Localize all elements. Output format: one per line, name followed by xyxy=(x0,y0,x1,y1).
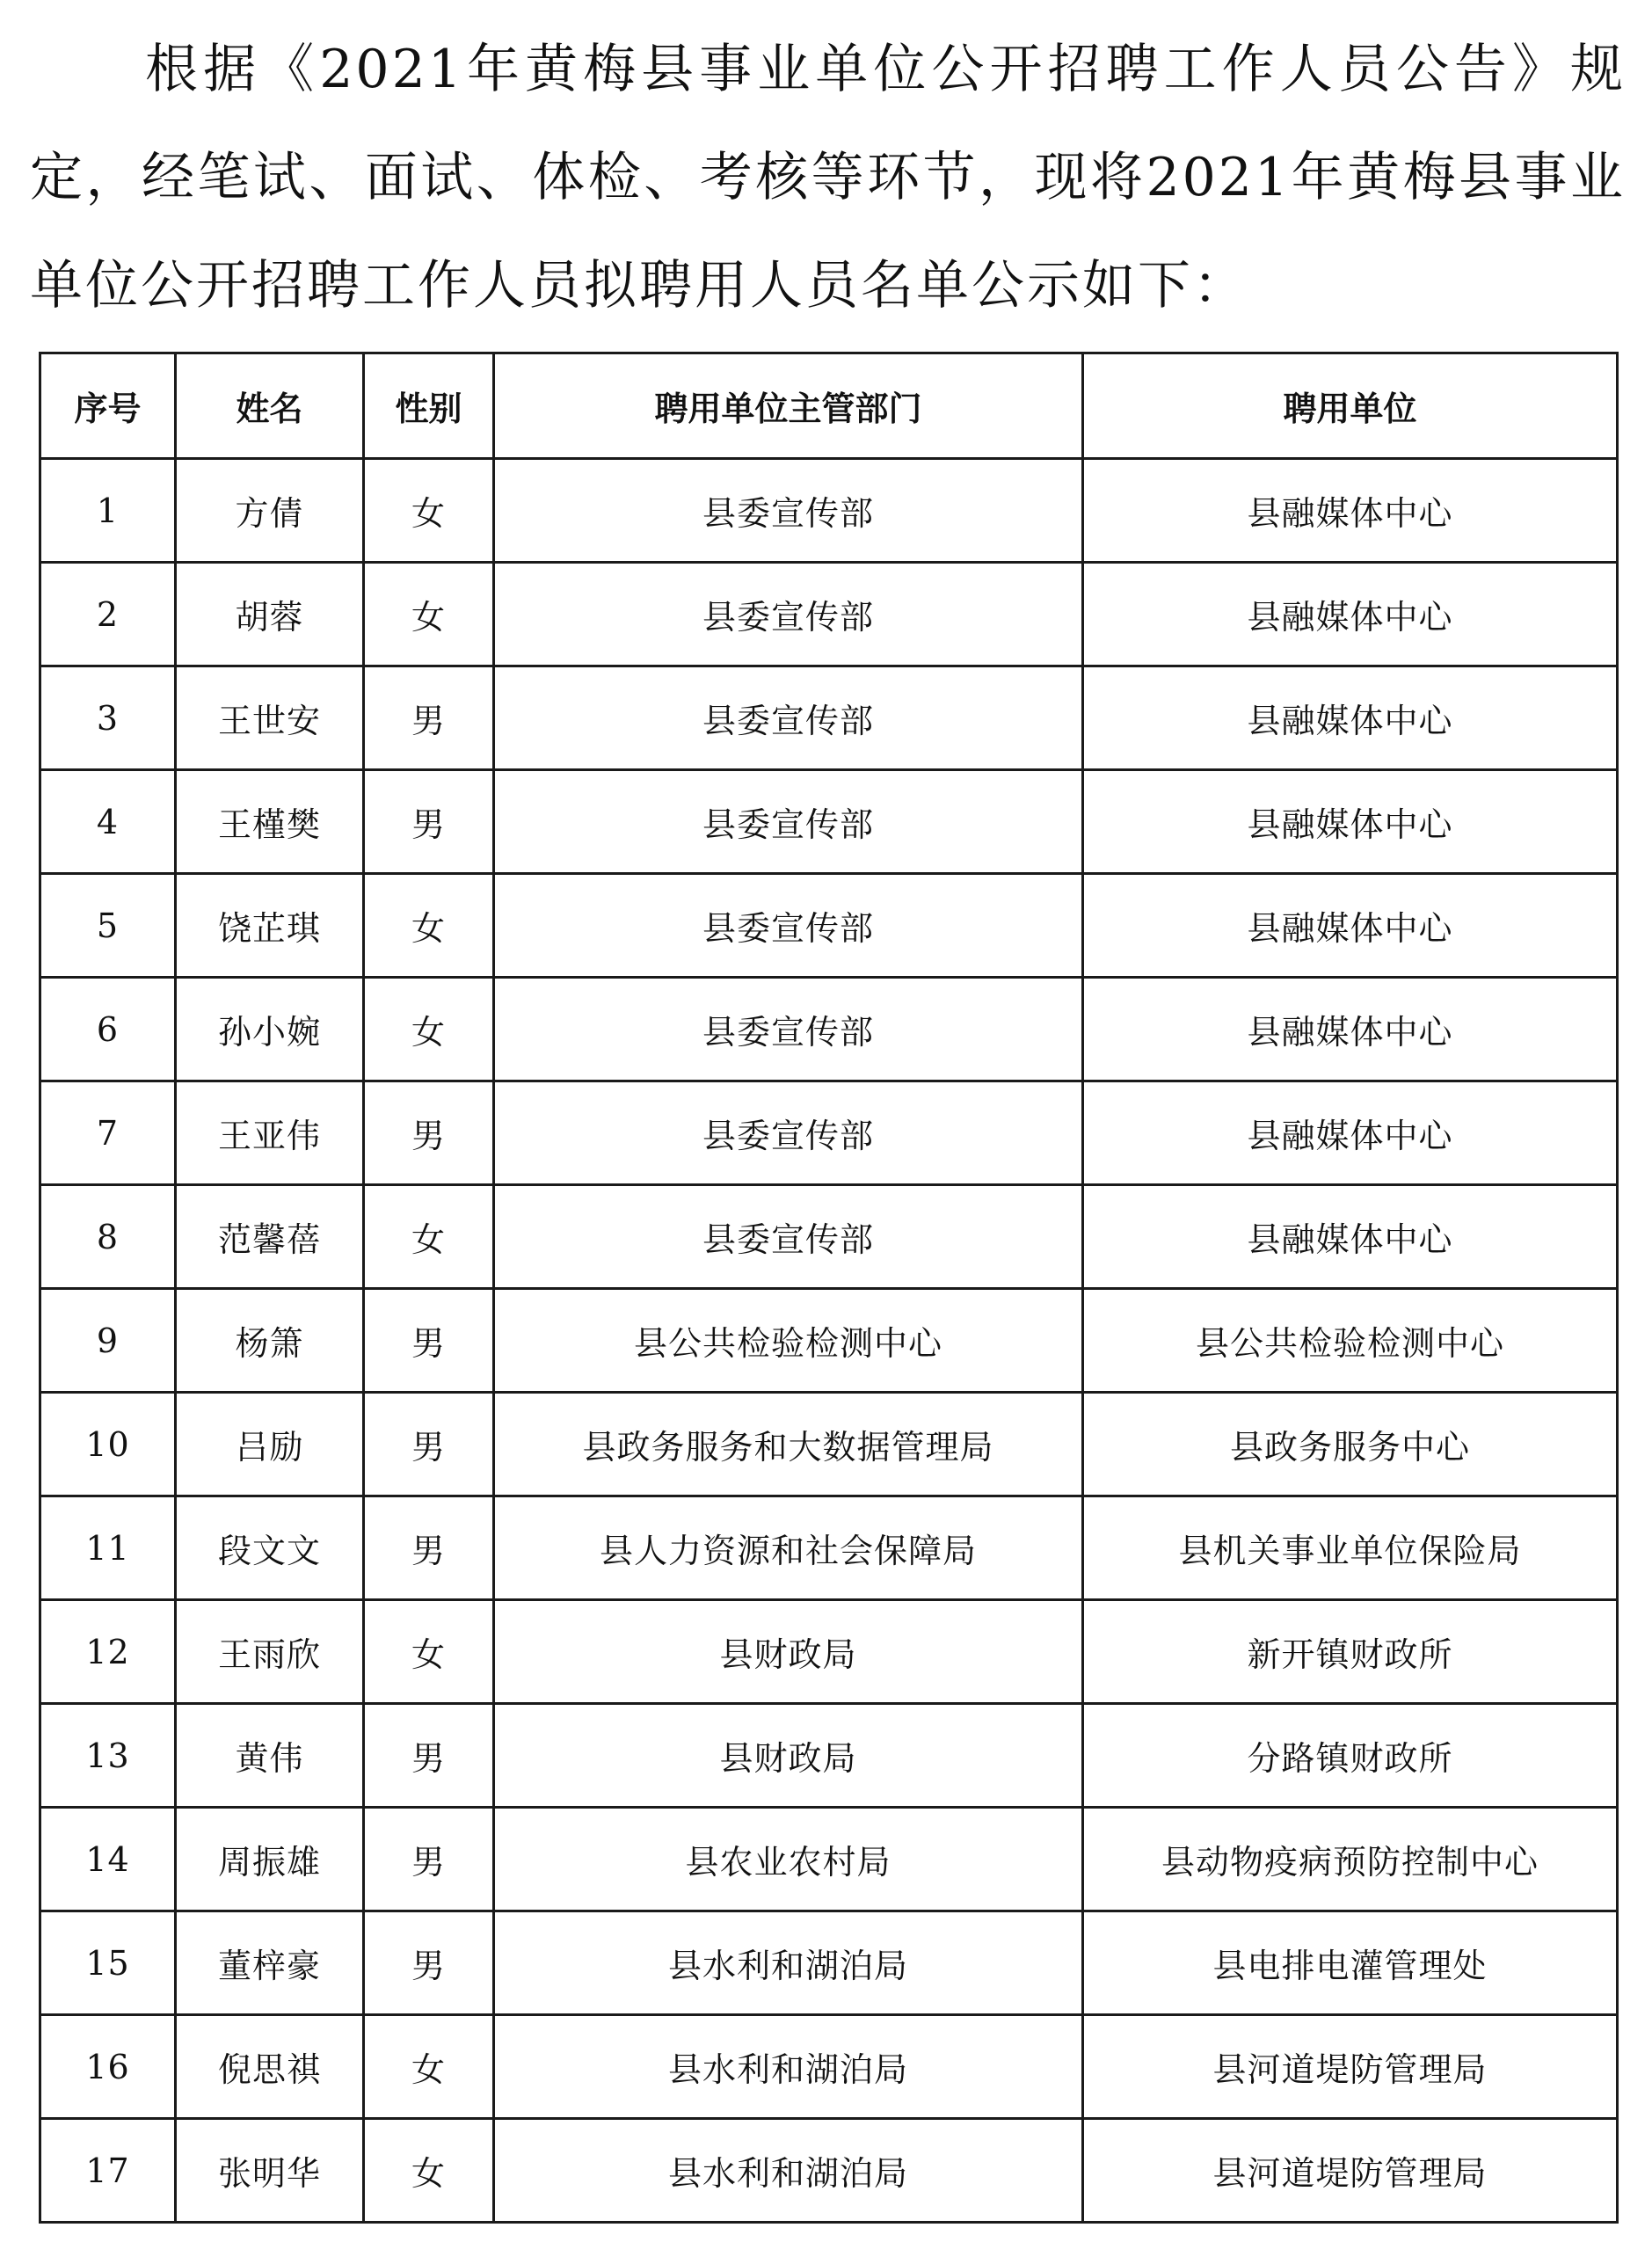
cell-dept: 县水利和湖泊局 xyxy=(494,2119,1083,2223)
table-row xyxy=(40,1600,1618,1704)
cell-gender: 女 xyxy=(364,563,494,666)
cell-no: 7 xyxy=(40,1081,176,1185)
cell-dept: 县财政局 xyxy=(494,1600,1083,1704)
cell-gender: 男 xyxy=(364,1081,494,1185)
table-row xyxy=(40,1185,1618,1289)
cell-unit: 县融媒体中心 xyxy=(1083,978,1618,1081)
cell-name: 黄伟 xyxy=(176,1704,364,1808)
cell-unit: 县河道堤防管理局 xyxy=(1083,2119,1618,2223)
cell-dept: 县委宣传部 xyxy=(494,978,1083,1081)
table-row xyxy=(40,1393,1618,1496)
cell-no: 15 xyxy=(40,1911,176,2015)
cell-dept: 县委宣传部 xyxy=(494,1185,1083,1289)
cell-dept: 县政务服务和大数据管理局 xyxy=(494,1393,1083,1496)
table-row xyxy=(40,978,1618,1081)
cell-dept: 县水利和湖泊局 xyxy=(494,1911,1083,2015)
table-row xyxy=(40,2015,1618,2119)
cell-name: 范馨蓓 xyxy=(176,1185,364,1289)
cell-name: 段文文 xyxy=(176,1496,364,1600)
table-row xyxy=(40,2119,1618,2223)
table-row xyxy=(40,459,1618,563)
cell-dept: 县委宣传部 xyxy=(494,563,1083,666)
cell-no: 12 xyxy=(40,1600,176,1704)
cell-gender: 女 xyxy=(364,1600,494,1704)
cell-name: 张明华 xyxy=(176,2119,364,2223)
cell-unit: 分路镇财政所 xyxy=(1083,1704,1618,1808)
cell-no: 2 xyxy=(40,563,176,666)
table-row xyxy=(40,666,1618,770)
cell-name: 胡蓉 xyxy=(176,563,364,666)
notice-paragraph xyxy=(30,16,1626,340)
cell-no: 8 xyxy=(40,1185,176,1289)
cell-unit: 县融媒体中心 xyxy=(1083,874,1618,978)
cell-gender: 男 xyxy=(364,1496,494,1600)
cell-dept: 县委宣传部 xyxy=(494,770,1083,874)
notice-text: 根据《2021年黄梅县事业单位公开招聘工作人员公告》规定，经笔试、面试、体检、考核等环节，现将2021年黄梅县事业单位公开招聘工作人员拟聘用人员名单公示如下： xyxy=(30,39,1626,317)
cell-no: 13 xyxy=(40,1704,176,1808)
cell-dept: 县公共检验检测中心 xyxy=(494,1289,1083,1393)
cell-no: 10 xyxy=(40,1393,176,1496)
cell-no: 9 xyxy=(40,1289,176,1393)
cell-name: 王世安 xyxy=(176,666,364,770)
cell-unit: 县电排电灌管理处 xyxy=(1083,1911,1618,2015)
cell-gender: 男 xyxy=(364,1911,494,2015)
table-row xyxy=(40,1496,1618,1600)
table-row xyxy=(40,1911,1618,2015)
cell-dept: 县委宣传部 xyxy=(494,1081,1083,1185)
cell-name: 杨箫 xyxy=(176,1289,364,1393)
cell-name: 方倩 xyxy=(176,459,364,563)
cell-dept: 县委宣传部 xyxy=(494,666,1083,770)
table-body xyxy=(40,459,1618,2223)
cell-gender: 男 xyxy=(364,1289,494,1393)
table-row xyxy=(40,1289,1618,1393)
cell-gender: 男 xyxy=(364,1393,494,1496)
cell-gender: 男 xyxy=(364,1808,494,1911)
table-row xyxy=(40,1704,1618,1808)
table-row xyxy=(40,1081,1618,1185)
cell-unit: 新开镇财政所 xyxy=(1083,1600,1618,1704)
header-no: 序号 xyxy=(40,353,176,459)
cell-unit: 县融媒体中心 xyxy=(1083,1185,1618,1289)
header-dept: 聘用单位主管部门 xyxy=(494,353,1083,459)
cell-gender: 女 xyxy=(364,874,494,978)
cell-name: 周振雄 xyxy=(176,1808,364,1911)
cell-name: 倪思祺 xyxy=(176,2015,364,2119)
cell-dept: 县委宣传部 xyxy=(494,459,1083,563)
cell-no: 6 xyxy=(40,978,176,1081)
table-row xyxy=(40,874,1618,978)
cell-no: 14 xyxy=(40,1808,176,1911)
table-header-row xyxy=(40,353,1618,459)
cell-no: 5 xyxy=(40,874,176,978)
cell-no: 3 xyxy=(40,666,176,770)
cell-dept: 县财政局 xyxy=(494,1704,1083,1808)
cell-unit: 县公共检验检测中心 xyxy=(1083,1289,1618,1393)
cell-no: 4 xyxy=(40,770,176,874)
header-name: 姓名 xyxy=(176,353,364,459)
cell-unit: 县融媒体中心 xyxy=(1083,563,1618,666)
cell-gender: 女 xyxy=(364,2119,494,2223)
cell-gender: 女 xyxy=(364,459,494,563)
cell-unit: 县融媒体中心 xyxy=(1083,770,1618,874)
cell-name: 董梓豪 xyxy=(176,1911,364,2015)
cell-unit: 县动物疫病预防控制中心 xyxy=(1083,1808,1618,1911)
cell-dept: 县水利和湖泊局 xyxy=(494,2015,1083,2119)
cell-name: 王亚伟 xyxy=(176,1081,364,1185)
cell-no: 17 xyxy=(40,2119,176,2223)
header-gender: 性别 xyxy=(364,353,494,459)
cell-name: 吕励 xyxy=(176,1393,364,1496)
cell-unit: 县机关事业单位保险局 xyxy=(1083,1496,1618,1600)
cell-name: 饶芷琪 xyxy=(176,874,364,978)
cell-name: 孙小婉 xyxy=(176,978,364,1081)
cell-no: 11 xyxy=(40,1496,176,1600)
cell-gender: 男 xyxy=(364,770,494,874)
cell-no: 1 xyxy=(40,459,176,563)
cell-dept: 县委宣传部 xyxy=(494,874,1083,978)
cell-dept: 县人力资源和社会保障局 xyxy=(494,1496,1083,1600)
cell-name: 王雨欣 xyxy=(176,1600,364,1704)
cell-gender: 男 xyxy=(364,666,494,770)
table-row xyxy=(40,563,1618,666)
table-row xyxy=(40,770,1618,874)
hiring-roster-table xyxy=(39,352,1619,2224)
cell-unit: 县融媒体中心 xyxy=(1083,459,1618,563)
cell-gender: 女 xyxy=(364,978,494,1081)
table-row xyxy=(40,1808,1618,1911)
cell-name: 王槿樊 xyxy=(176,770,364,874)
cell-dept: 县农业农村局 xyxy=(494,1808,1083,1911)
cell-gender: 女 xyxy=(364,1185,494,1289)
cell-no: 16 xyxy=(40,2015,176,2119)
cell-gender: 女 xyxy=(364,2015,494,2119)
cell-unit: 县河道堤防管理局 xyxy=(1083,2015,1618,2119)
cell-unit: 县融媒体中心 xyxy=(1083,1081,1618,1185)
cell-gender: 男 xyxy=(364,1704,494,1808)
header-unit: 聘用单位 xyxy=(1083,353,1618,459)
cell-unit: 县政务服务中心 xyxy=(1083,1393,1618,1496)
cell-unit: 县融媒体中心 xyxy=(1083,666,1618,770)
